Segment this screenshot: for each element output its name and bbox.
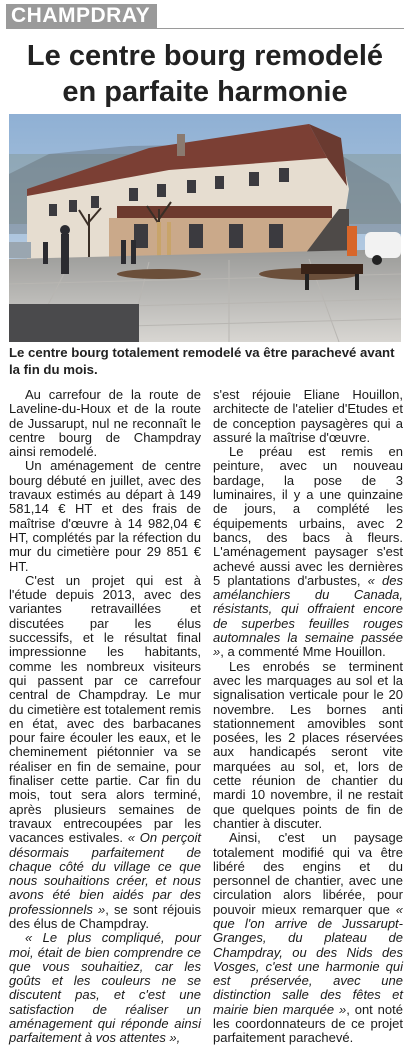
- paragraph-text: , a commenté Mme Houillon.: [220, 644, 386, 660]
- article-photo: [9, 114, 401, 342]
- article-column-right: [213, 387, 403, 1046]
- quote: « On perçoit désormais parfaitement de chaque côté du village ce que nous souhaitions créer, et nous avons été bien aidés par des professionnels »: [9, 830, 201, 917]
- paragraph: s'est réjouie Eliane Houillon, architecte de l'atelier d'Etudes et de conception paysagères qui a assuré la maîtrise d'œuvre.: [213, 387, 403, 445]
- article-column-left: [9, 387, 202, 1046]
- paragraph: Les enrobés se terminent avec les marquages au sol et la signalisation verticale pour le 20 novembre. Les bornes anti stationnement amovibles sont posées, les 2 places réservées aux handicapés seront vite marquées au sol, et, lors de cette réunion de chantier du mardi 10 novembre, il ne restait que quelques points de fin de chantier à discuter.: [213, 658, 403, 831]
- quote: « des amélanchiers du Canada, résistants, qui offraient encore de superbes feuilles rouges automnales la semaine passée »: [213, 572, 403, 660]
- paragraph-text: Ainsi, c'est un paysage totalement modifié qui va être libéré des engins et du personnel de chantier, avec une circulation alors libérée, pour pouvoir mieux remarquer que: [213, 830, 403, 917]
- paragraph: [9, 574, 201, 931]
- paragraph-text: Le préau est remis en peinture, avec un nouveau bardage, la pose de 3 luminaires, il y a une quinzaine de jours, a complété les équipements urbains, avec 2 bancs, des bacs à fleurs. L'aménagement paysager s'est achevé aussi avec les dernières 5 plantations d'arbustes,: [213, 444, 403, 588]
- paragraph: [213, 445, 403, 659]
- paragraph-text: C'est un projet qui est à l'étude depuis 2013, avec des variantes retravaillées et discutées par les élus successifs, et le résultat final impressionne les habitants, comme les nombreux visiteurs qui passent par ce carrefour central de Champdray. Le mur du cimetière est totalement remis en état, avec des barbacanes pour faire écouler les eaux, et le cheminement piétonnier va se réaliser en fin de semaine, pour finaliser cette partie. Car fin du mois, tout sera alors terminé, après plusieurs semaines de travaux entrecoupées par les vacances estivales.: [9, 572, 201, 846]
- headline-line-2: en parfaite harmonie: [62, 76, 348, 108]
- paragraph: Au carrefour de la route de Laveline-du-Houx et de la route de Jussarupt, nul ne reconnaît le centre bourg de Champdray ainsi remodelé.: [9, 387, 201, 460]
- photo-caption: Le centre bourg totalement remodelé va être parachevé avant la fin du mois.: [9, 345, 395, 377]
- paragraph: [9, 931, 201, 1045]
- quote: « que l'on arrive de Jussarupt-Granges, du plateau de Champdray, ou des Nids des Vosges, c'est une harmonie qui est préservée, avec une distinction salle des fêtes et mairie bien marquée »: [213, 901, 403, 1017]
- article-headline: [6, 38, 404, 110]
- quote: « Le plus compliqué, pour moi, était de bien comprendre ce que vous souhaitiez, car les goûts et les couleurs ne se discutent pas, et c'est une satisfaction de réaliser un aménagement qui réponde ainsi parfaitement à vos attentes »,: [9, 930, 201, 1046]
- headline-line-1: Le centre bourg remodelé: [26, 40, 384, 72]
- section-rubric: CHAMPDRAY: [6, 4, 157, 28]
- rubric-divider: [6, 28, 404, 29]
- paragraph-text: , ont noté les coordonnateurs de ce projet parfaitement parachevé.: [213, 1001, 403, 1046]
- paragraph-text: , se sont réjouis des élus de Champdray.: [9, 901, 202, 931]
- paragraph: Un aménagement de centre bourg débuté en juillet, avec des travaux estimés au départ à 149 581,14 € HT et des frais de maîtrise d'œuvre à 14 982,04 € HT, complétés par la réfection du mur du cimetière pour 29 851 € HT.: [9, 458, 201, 574]
- paragraph: [213, 831, 403, 1045]
